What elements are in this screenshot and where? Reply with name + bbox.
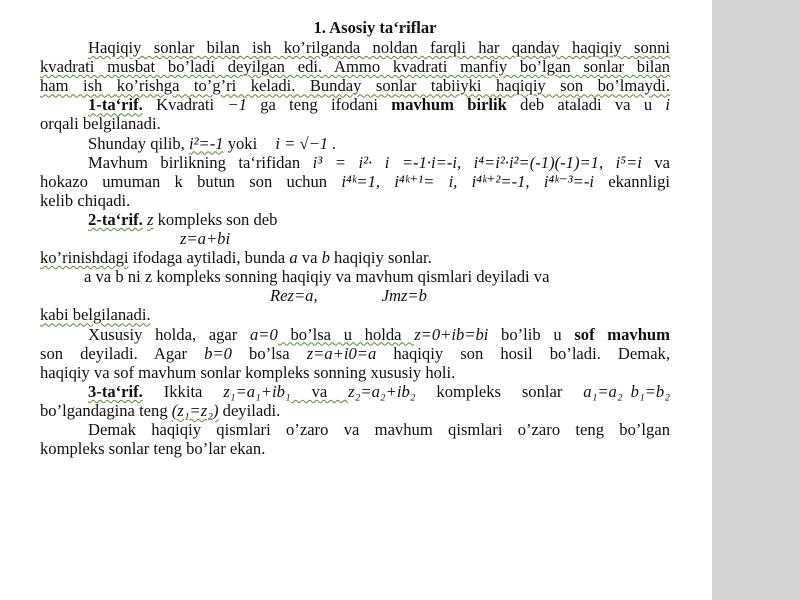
side-panel [712, 0, 800, 600]
mavhum-line2: hokazo umuman k butun son uchun i⁴ᵏ=1, i⁴ᵏ⁺¹= i, i⁴ᵏ⁺²=-1, i⁴ᵏ⁻³=-i ekannligi [40, 171, 670, 191]
para1-line3: ham ish ko’rishga to’g’ri keladi. Bunday sonlar tabiiyki haqiqiy son bo’lmaydi. [40, 76, 670, 96]
bold-term-mavhum-birlik: mavhum birlik [391, 95, 507, 115]
xusus-line1: Xususiy holda, agar a=0 bo’lsa u holda z=0+ib=bi bo’lib u sof mavhum [88, 324, 670, 344]
mavhum-line1: Mavhum birlikning ta‘rifidan i³ = i²· i =-1·i=-i, i⁴=i²·i²=(-1)(-1)=1, i⁵=i va [88, 152, 671, 172]
demak-line1: Demak haqiqiy qismlari o’zaro va mavhum qismlari o’zaro teng bo’lgan [88, 419, 670, 439]
def3-line2: bo’lgandagina teng (z₁=z₂) deyiladi. [40, 400, 281, 420]
def2-line4: a va b ni z kompleks sonning haqiqiy va mavhum qismlari deyiladi va [84, 267, 550, 287]
def1-label: 1-ta‘rif. [88, 95, 143, 115]
def1-line1: 1-ta‘rif. Kvadrati −1 ga teng ifodani mavhum birlik deb ataladi va u i [88, 95, 671, 115]
def3-line1: 3-ta‘rif. Ikkita z₁=a₁+ib₁ va z₂=a₂+ib₂ kompleks sonlar a₁=a₂ b₁=b₂ [88, 381, 670, 401]
def1-line2: orqali belgilanadi. [40, 114, 161, 134]
xusus-line3: haqiqiy va sof mavhum sonlar kompleks sonning xususiy holi. [40, 362, 456, 382]
demak-line2: kompleks sonlar teng bo’lar ekan. [40, 439, 266, 459]
document-body [40, 18, 670, 458]
xusus-line2: son deyiladi. Agar b=0 bo’lsa z=a+i0=a haqiqiy son hosil bo’ladi. Demak, [40, 343, 671, 363]
def2-formula: z=a+bi [180, 229, 231, 249]
section-title: 1. Asosiy ta‘riflar [313, 18, 437, 37]
def2-label: 2-ta‘rif. [88, 209, 143, 229]
def2-line3: ko’rinishdagi ifodaga aytiladi, bunda a va b haqiqiy sonlar. [40, 248, 432, 268]
para1-line1: Haqiqiy sonlar bilan ish ko’rilganda noldan farqli har qanday haqiqiy sonni [88, 38, 670, 58]
def3-label: 3-ta‘rif. [88, 381, 143, 401]
def2-line6: kabi belgilanadi. [40, 305, 151, 325]
mavhum-line3: kelib chiqadi. [40, 190, 131, 210]
para1-line2: kvadrati musbat bo’ladi deyilgan edi. Ammo kvadrati manfiy bo’lgan sonlar bilan [40, 57, 670, 77]
def2-re-im: Rez=a, Jmz=b [270, 286, 427, 306]
def2-line1: 2-ta‘rif. z kompleks son deb [88, 209, 278, 229]
shunday-line: Shunday qilib, i²=-1 yoki i = √−1 . [88, 133, 337, 153]
